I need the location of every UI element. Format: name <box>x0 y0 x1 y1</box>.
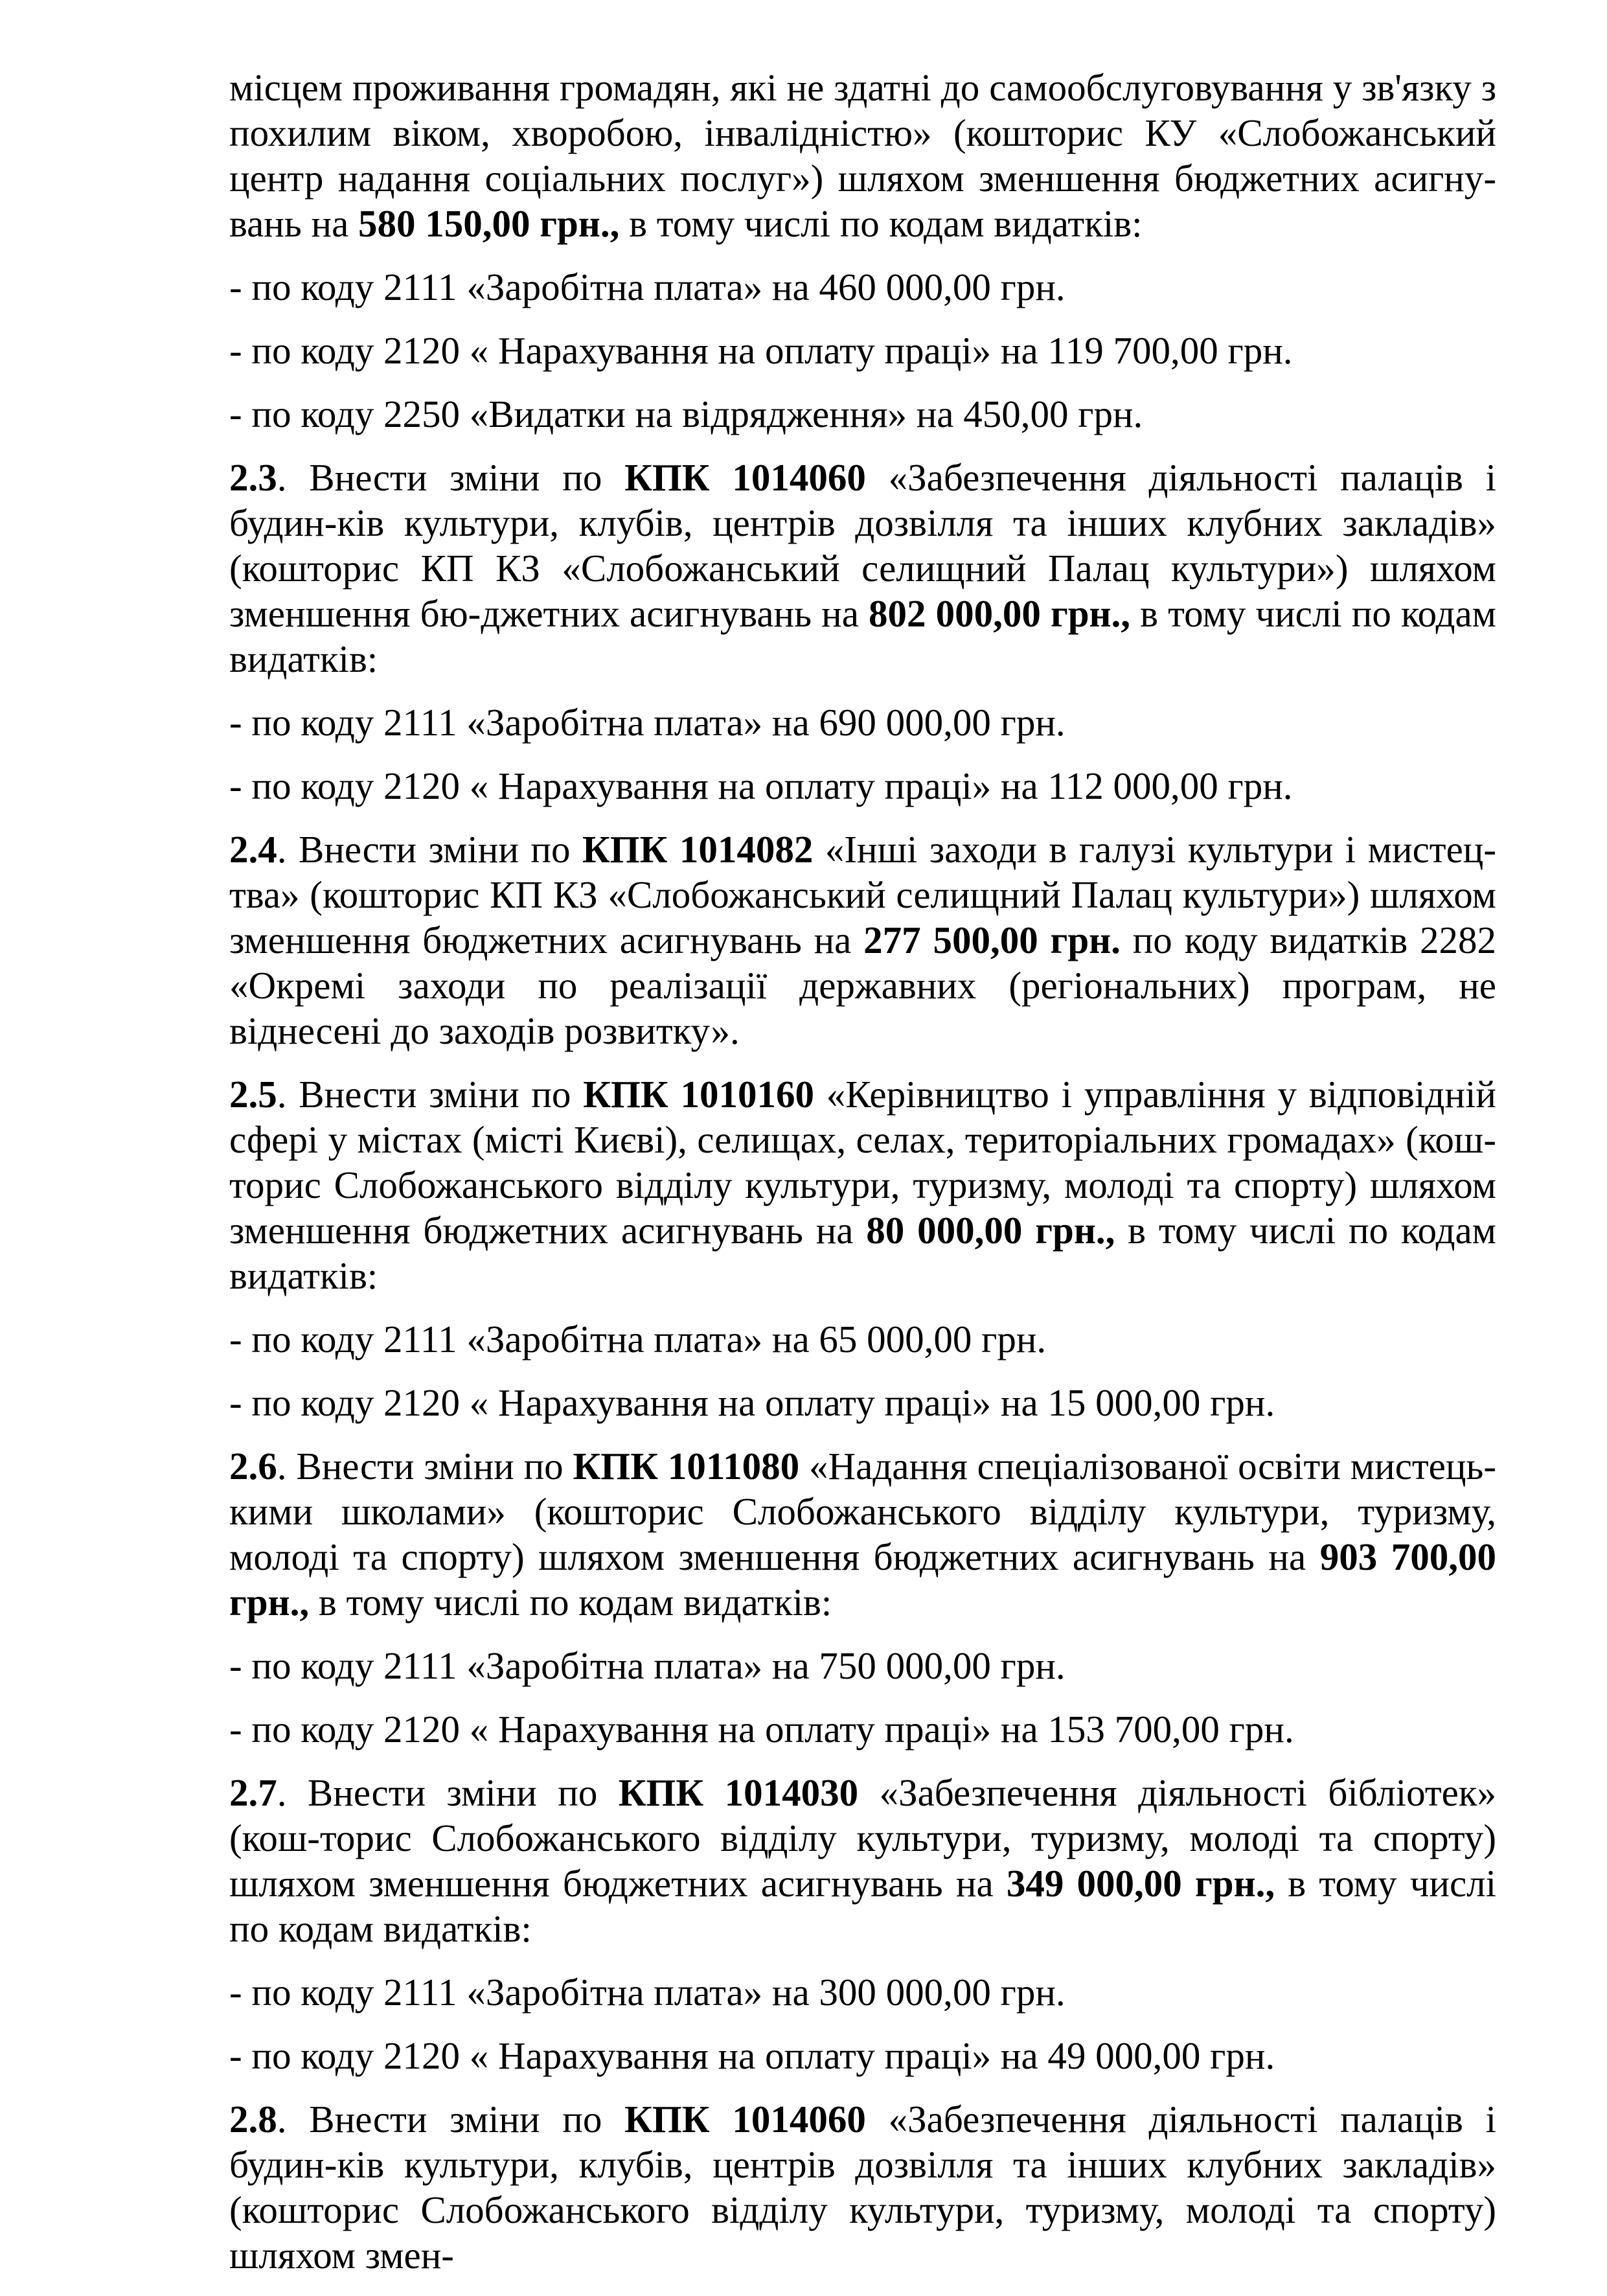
section-2-7-item-1: - по коду 2111 «Заробітна плата» на 300 000,00 грн. <box>229 1971 1066 2014</box>
intro-amount: 580 150,00 грн., <box>358 202 620 245</box>
section-2-8-kpk: КПК 1014060 <box>624 2098 866 2141</box>
section-2-5-text-2: «Керівництво і управління у відповідній сфері у містах (місті Києві), селищах, селах, територіальних громадах» (кош-торис Слобожанського відділу культури, туризму, молоді та спорту) шляхом зменшення бюджетних асигнувань на <box>229 1073 1496 1252</box>
section-2-7-text-1: . Внести зміни по <box>277 1771 619 1814</box>
section-2-4-number: 2.4 <box>229 828 277 871</box>
section-2-4-text-2: «Інші заходи в галузі культури і мистец-тва» (кошторис КП КЗ «Слобожанський селищний Палац культури») шляхом зменшення бюджетних асигнувань на <box>229 828 1496 961</box>
section-2-3-text-1: . Внести зміни по <box>277 456 625 499</box>
section-2-3-number: 2.3 <box>229 456 277 499</box>
section-2-3-text-3: в тому числі по кодам видатків: <box>229 592 1496 680</box>
intro-item-1: - по коду 2111 «Заробітна плата» на 460 000,00 грн. <box>229 266 1066 308</box>
section-2-5-text-3: в тому числі по кодам видатків: <box>229 1209 1496 1297</box>
section-2-5-number: 2.5 <box>229 1073 277 1116</box>
section-2-4-amount: 277 500,00 грн. <box>863 919 1121 961</box>
section-2-4-text-1: . Внести зміни по <box>277 828 582 871</box>
intro-item-2: - по коду 2120 « Нарахування на оплату праці» на 119 700,00 грн. <box>229 329 1293 372</box>
section-2-4-kpk: КПК 1014082 <box>582 828 814 871</box>
section-2-6-item-1: - по коду 2111 «Заробітна плата» на 750 000,00 грн. <box>229 1644 1066 1687</box>
document-page <box>229 65 1496 2296</box>
section-2-6-text-1: . Внести зміни по <box>277 1445 573 1487</box>
section-2-3-amount: 802 000,00 грн., <box>868 592 1131 635</box>
section-2-8-number: 2.8 <box>229 2098 277 2141</box>
section-2-6-amount: 903 700,00 грн., <box>229 1535 1497 1624</box>
section-2-5-paragraph <box>229 1072 1496 1298</box>
section-2-6-item-2: - по коду 2120 « Нарахування на оплату праці» на 153 700,00 грн. <box>229 1708 1294 1751</box>
section-2-3-paragraph <box>229 455 1496 682</box>
section-2-5-item-1: - по коду 2111 «Заробітна плата» на 65 000,00 грн. <box>229 1318 1047 1360</box>
section-2-7-text-3: в тому числі по кодам видатків: <box>229 1862 1496 1950</box>
section-2-3-item-2: - по коду 2120 « Нарахування на оплату праці» на 112 000,00 грн. <box>229 764 1293 807</box>
section-2-5-amount: 80 000,00 грн., <box>866 1209 1115 1252</box>
section-2-8-text-2: «Забезпечення діяльності палаців і будин-ків культури, клубів, центрів дозвілля та інших клубних закладів» (кошторис Слобожанського відділу культури, туризму, молоді та спорту) шляхом змен- <box>229 2098 1496 2277</box>
section-2-3-item-1: - по коду 2111 «Заробітна плата» на 690 000,00 грн. <box>229 701 1066 744</box>
section-2-6-paragraph <box>229 1443 1496 1625</box>
intro-text-2: в тому числі по кодам видатків: <box>619 202 1143 245</box>
section-2-3-text-2: «Забезпечення діяльності палаців і будин-ків культури, клубів, центрів дозвілля та інших клубних закладів» (кошторис КП КЗ «Слобожанський селищний Палац культури») шляхом зменшення бю-джетних асигнувань на <box>229 456 1496 635</box>
section-2-6-number: 2.6 <box>229 1445 277 1487</box>
section-2-4-text-3: по коду видатків 2282 «Окремі заходи по реалізації державних (регіональних) програм, не віднесені до заходів розвитку». <box>229 919 1496 1052</box>
section-2-6-kpk: КПК 1011080 <box>573 1445 800 1487</box>
intro-paragraph <box>229 65 1496 246</box>
section-2-5-item-2: - по коду 2120 « Нарахування на оплату праці» на 15 000,00 грн. <box>229 1381 1275 1424</box>
section-2-5-kpk: КПК 1010160 <box>583 1073 814 1116</box>
section-2-8-text-1: . Внести зміни по <box>277 2098 625 2141</box>
section-2-3-kpk: КПК 1014060 <box>624 456 866 499</box>
section-2-7-amount: 349 000,00 грн., <box>1006 1862 1275 1905</box>
section-2-5-text-1: . Внести зміни по <box>277 1073 584 1116</box>
section-2-6-text-2: «Надання спеціалізованої освіти мистець-кими школами» (кошторис Слобожанського відділу культури, туризму, молоді та спорту) шляхом зменшення бюджетних асигнувань на <box>229 1445 1496 1578</box>
section-2-7-paragraph <box>229 1770 1496 1951</box>
section-2-6-text-3: в тому числі по кодам видатків: <box>309 1581 832 1624</box>
intro-item-3: - по коду 2250 «Видатки на відрядження» на 450,00 грн. <box>229 393 1143 435</box>
section-2-7-text-2: «Забезпечення діяльності бібліотек» (кош-торис Слобожанського відділу культури, туризму, молоді та спорту) шляхом зменшення бюджетних асигнувань на <box>229 1771 1496 1905</box>
section-2-4-paragraph <box>229 827 1496 1053</box>
section-2-8-paragraph <box>229 2096 1496 2278</box>
section-2-7-number: 2.7 <box>229 1771 277 1814</box>
section-2-7-item-2: - по коду 2120 « Нарахування на оплату праці» на 49 000,00 грн. <box>229 2034 1275 2077</box>
intro-text-1: місцем проживання громадян, які не здатні до самообслуговування у зв'язку з похилим віком, хворобою, інвалідністю» (кошторис КУ «Слобожанський центр надання соціальних послуг») шляхом зменшення бюджетних асигну-вань на <box>229 66 1496 245</box>
section-2-7-kpk: КПК 1014030 <box>618 1771 859 1814</box>
